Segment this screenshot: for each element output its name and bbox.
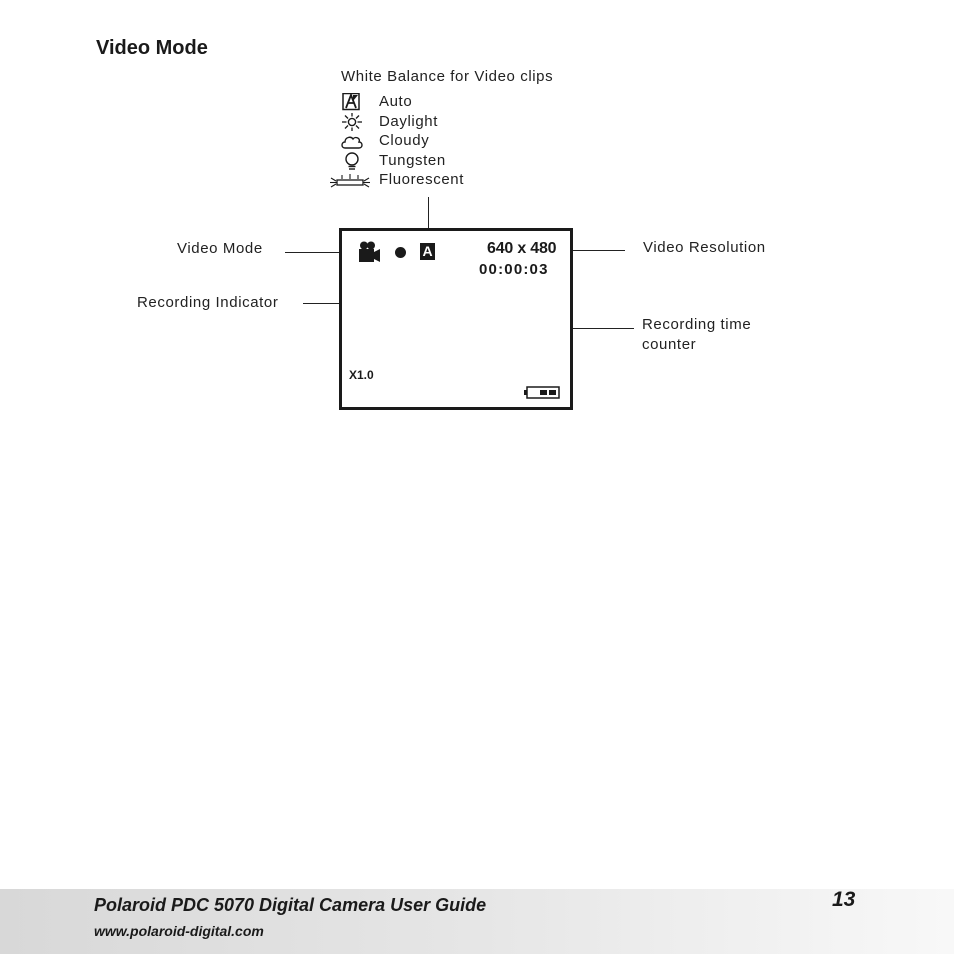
callout-recording-time-line1: Recording time [642, 316, 752, 333]
cloud-icon [340, 133, 364, 151]
screen-zoom: X1.0 [349, 368, 374, 382]
callout-video-resolution: Video Resolution [643, 239, 766, 256]
wb-option-daylight: Daylight [379, 113, 438, 130]
wb-option-cloudy: Cloudy [379, 132, 430, 149]
wb-option-fluorescent: Fluorescent [379, 171, 464, 188]
wb-option-tungsten: Tungsten [379, 152, 446, 169]
screen-auto-wb-icon [420, 243, 435, 260]
screen-auto-wb-letter: A [422, 243, 433, 259]
page-number: 13 [832, 888, 856, 911]
bulb-icon [340, 152, 364, 170]
callout-video-mode: Video Mode [177, 240, 263, 257]
screen-resolution: 640 x 480 [487, 240, 557, 257]
white-balance-heading: White Balance for Video clips [341, 68, 554, 85]
fluorescent-tube-icon [330, 172, 370, 190]
callout-recording-indicator: Recording Indicator [137, 294, 279, 311]
recording-indicator-dot [395, 247, 406, 258]
auto-wb-icon [340, 93, 364, 111]
page-title: Video Mode [96, 37, 208, 59]
footer-guide-title: Polaroid PDC 5070 Digital Camera User Guide [94, 895, 487, 915]
callout-recording-time-line2: counter [642, 336, 697, 353]
wb-option-auto: Auto [379, 93, 413, 110]
sun-icon [340, 113, 364, 131]
video-camera-icon [358, 240, 382, 264]
battery-icon [524, 386, 560, 399]
screen-timer: 00:00:03 [479, 261, 549, 278]
footer-url: www.polaroid-digital.com [94, 923, 264, 939]
